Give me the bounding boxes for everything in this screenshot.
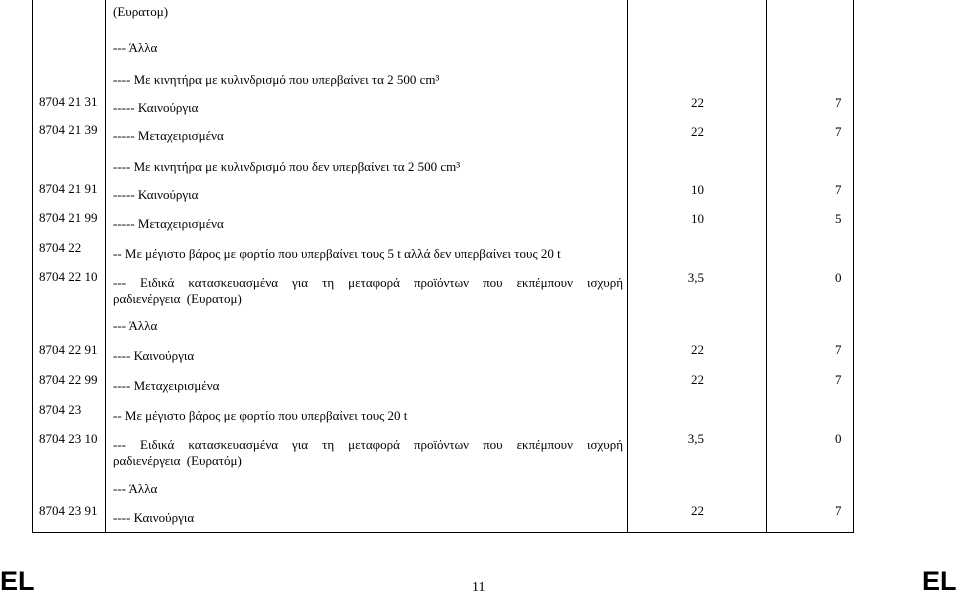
unit-cell: 0 (835, 431, 842, 446)
unit-cell: 0 (835, 270, 842, 285)
description-cell: ---- Καινούργια (113, 510, 195, 525)
cn-code-cell: 8704 22 91 (39, 342, 98, 357)
description-cell: ---- Καινούργια (113, 348, 195, 363)
cn-code-cell: 8704 22 99 (39, 372, 98, 387)
unit-cell: 7 (835, 342, 842, 357)
duty-rate-cell: 10 (691, 182, 704, 197)
description-cell: --- Ειδικά κατασκευασμένα για τη μεταφορά προϊόντων που εκπέμπουν ισχυρή ραδιενέργεια (Ευρατόμ) (113, 437, 623, 468)
column-divider (105, 0, 106, 532)
unit-cell: 7 (835, 503, 842, 518)
description-cell: ---- Με κινητήρα με κυλινδρισμό που υπερβαίνει τα 2 500 cm³ (113, 72, 440, 87)
column-divider (627, 0, 628, 532)
language-code-right: EL (922, 566, 957, 596)
description-cell: --- Άλλα (113, 40, 158, 55)
unit-cell: 5 (835, 211, 842, 226)
language-code-left: EL (0, 566, 35, 596)
duty-rate-cell: 22 (691, 372, 704, 387)
duty-rate-cell: 22 (691, 95, 704, 110)
cn-code-cell: 8704 22 10 (39, 269, 98, 284)
description-cell: ----- Καινούργια (113, 187, 199, 202)
description-cell: ----- Μεταχειρισμένα (113, 216, 224, 231)
page-number: 11 (472, 580, 486, 595)
table-border-right (853, 0, 854, 532)
duty-rate-cell: 22 (691, 124, 704, 139)
description-cell: ---- Μεταχειρισμένα (113, 378, 220, 393)
cn-code-cell: 8704 21 99 (39, 210, 98, 225)
duty-rate-cell: 22 (691, 503, 704, 518)
cn-code-cell: 8704 21 91 (39, 181, 98, 196)
column-divider (766, 0, 767, 532)
description-cell: ---- Με κινητήρα με κυλινδρισμό που δεν υπερβαίνει τα 2 500 cm³ (113, 159, 461, 174)
description-cell: ----- Καινούργια (113, 100, 199, 115)
unit-cell: 7 (835, 95, 842, 110)
cn-code-cell: 8704 21 31 (39, 94, 98, 109)
description-cell: -- Με μέγιστο βάρος με φορτίο που υπερβαίνει τους 20 t (113, 408, 408, 423)
unit-cell: 7 (835, 372, 842, 387)
description-cell: -- Με μέγιστο βάρος με φορτίο που υπερβαίνει τους 5 t αλλά δεν υπερβαίνει τους 20 t (113, 246, 561, 261)
cn-code-cell: 8704 22 (39, 240, 82, 255)
duty-rate-cell: 3,5 (687, 431, 704, 446)
cn-code-cell: 8704 21 39 (39, 122, 98, 137)
duty-rate-cell: 22 (691, 342, 704, 357)
cn-code-cell: 8704 23 91 (39, 503, 98, 518)
description-cell: --- Άλλα (113, 481, 158, 496)
cn-code-cell: 8704 23 (39, 402, 82, 417)
description-cell: --- Άλλα (113, 318, 158, 333)
duty-rate-cell: 10 (691, 211, 704, 226)
duty-rate-cell: 3,5 (687, 270, 704, 285)
unit-cell: 7 (835, 124, 842, 139)
table-border-left (32, 0, 33, 532)
description-cell: ----- Μεταχειρισμένα (113, 128, 224, 143)
cn-code-cell: 8704 23 10 (39, 431, 98, 446)
description-cell: (Ευρατομ) (113, 4, 169, 19)
unit-cell: 7 (835, 182, 842, 197)
table-border-bottom (32, 532, 854, 533)
description-cell: --- Ειδικά κατασκευασμένα για τη μεταφορά προϊόντων που εκπέμπουν ισχυρή ραδιενέργεια (Ευρατομ) (113, 275, 623, 306)
